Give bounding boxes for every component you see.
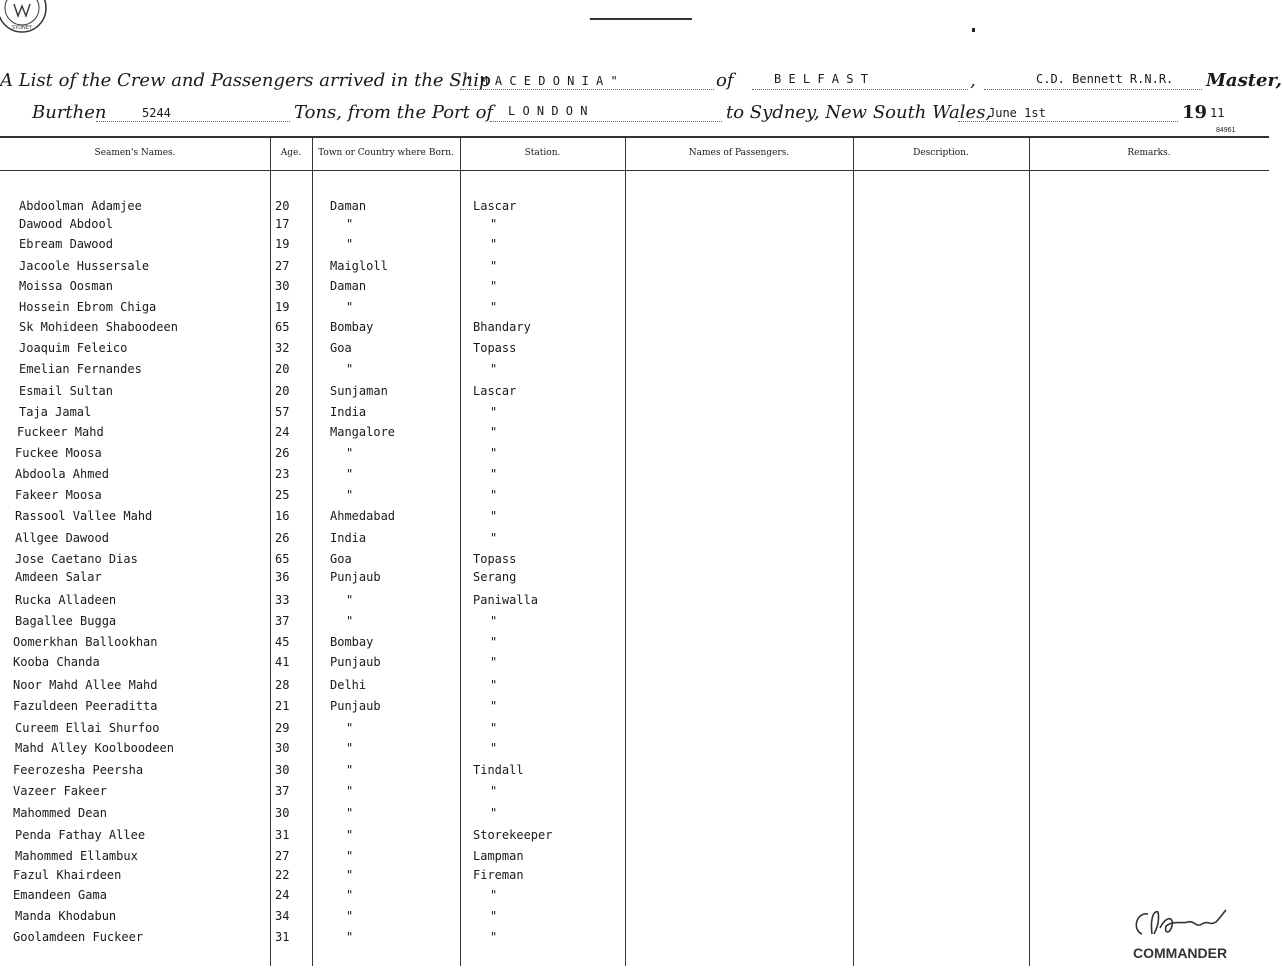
crew-birthplace: Bombay — [330, 635, 374, 649]
crew-station: Serang — [473, 570, 517, 584]
crew-age: 24 — [275, 425, 290, 439]
crew-station: " — [490, 425, 498, 439]
crew-station: " — [490, 217, 498, 231]
crew-station: " — [490, 655, 498, 669]
crew-name: Hossein Ebrom Chiga — [19, 300, 157, 314]
crew-age: 33 — [275, 593, 290, 607]
crew-age: 31 — [275, 828, 290, 842]
crew-station: " — [490, 741, 498, 755]
crew-station: " — [490, 362, 498, 376]
crew-birthplace: " — [346, 763, 354, 777]
crew-age: 28 — [275, 678, 290, 692]
col-head-description: Description. — [913, 148, 969, 158]
crew-birthplace: " — [346, 741, 354, 755]
crew-age: 23 — [275, 467, 290, 481]
crew-birthplace: " — [346, 849, 354, 863]
crew-birthplace: " — [346, 467, 354, 481]
col-divider-6 — [1029, 136, 1030, 966]
crew-name: Goolamdeen Fuckeer — [13, 930, 144, 944]
crew-station: " — [490, 635, 498, 649]
crew-station: Tindall — [473, 763, 524, 777]
crew-birthplace: Mangalore — [330, 425, 396, 439]
crew-birthplace: " — [346, 593, 354, 607]
crew-birthplace: Punjaub — [330, 699, 381, 713]
col-divider-5 — [853, 136, 854, 966]
comma: , — [970, 70, 976, 91]
col-divider-3 — [460, 136, 461, 966]
ink-dot — [972, 28, 975, 32]
form-number: 84961 — [1216, 127, 1236, 134]
crew-name: Fakeer Moosa — [15, 488, 102, 502]
crew-station: " — [490, 614, 498, 628]
crew-age: 30 — [275, 279, 290, 293]
crew-birthplace: " — [346, 237, 354, 251]
crew-station: " — [490, 784, 498, 798]
crew-station: " — [490, 531, 498, 545]
crew-name: Fazul Khairdeen — [13, 868, 122, 882]
crew-name: Kooba Chanda — [13, 655, 100, 669]
crew-birthplace: " — [346, 488, 354, 502]
burthen-value: 5244 — [142, 106, 171, 120]
col-head-age: Age. — [280, 148, 302, 158]
crew-age: 32 — [275, 341, 290, 355]
col-head-passengers: Names of Passengers. — [688, 148, 790, 158]
crew-birthplace: " — [346, 909, 354, 923]
crew-station: " — [490, 909, 498, 923]
crew-age: 19 — [275, 300, 290, 314]
crew-station: " — [490, 699, 498, 713]
crew-birthplace: " — [346, 300, 354, 314]
crew-name: Sk Mohideen Shaboodeen — [19, 320, 178, 334]
crew-age: 30 — [275, 741, 290, 755]
crew-birthplace: Goa — [330, 341, 352, 355]
table-top-rule — [0, 136, 1269, 138]
crew-station: Storekeeper — [473, 828, 553, 842]
home-port: B E L F A S T — [774, 72, 868, 86]
crew-name: Abdoola Ahmed — [15, 467, 109, 481]
commander-stamp: COMMANDER — [1133, 945, 1228, 961]
col-head-born: Town or Country where Born. — [318, 148, 454, 158]
crew-station: " — [490, 721, 498, 735]
crew-age: 34 — [275, 909, 290, 923]
crew-station: " — [490, 237, 498, 251]
crew-name: Mahd Alley Koolboodeen — [15, 741, 174, 755]
crew-birthplace: Punjaub — [330, 655, 381, 669]
crew-name: Rucka Alladeen — [15, 593, 117, 607]
crew-birthplace: " — [346, 806, 354, 820]
crew-birthplace: " — [346, 868, 354, 882]
crew-station: " — [490, 405, 498, 419]
crew-birthplace: Maigloll — [330, 259, 388, 273]
top-rule — [590, 18, 692, 20]
crew-station: " — [490, 930, 498, 944]
crew-age: 41 — [275, 655, 290, 669]
crew-name: Fuckee Moosa — [15, 446, 102, 460]
crew-name: Abdoolman Adamjee — [19, 199, 142, 213]
crew-name: Emandeen Gama — [13, 888, 107, 902]
port-dots — [490, 121, 722, 122]
crew-birthplace: Punjaub — [330, 570, 381, 584]
master-signature-icon — [1130, 904, 1240, 948]
crew-name: Mahommed Ellambux — [15, 849, 138, 863]
crew-birthplace: Daman — [330, 279, 367, 293]
crew-name: Manda Khodabun — [15, 909, 117, 923]
heading-intro: A List of the Crew and Passengers arrived in the Ship — [0, 70, 491, 91]
seal-text: SYDNEY — [11, 25, 33, 31]
col-divider-2 — [312, 136, 313, 966]
crew-station: Fireman — [473, 868, 524, 882]
crew-age: 20 — [275, 362, 290, 376]
crew-age: 29 — [275, 721, 290, 735]
crew-birthplace: " — [346, 828, 354, 842]
crew-name: Moissa Oosman — [19, 279, 113, 293]
crew-station: Paniwalla — [473, 593, 539, 607]
crew-station: Lampman — [473, 849, 524, 863]
crew-birthplace: " — [346, 721, 354, 735]
of-label: of — [716, 70, 734, 91]
crew-age: 27 — [275, 259, 290, 273]
crew-name: Cureem Ellai Shurfoo — [15, 721, 160, 735]
crew-name: Amdeen Salar — [15, 570, 102, 584]
crew-station: " — [490, 467, 498, 481]
crew-name: Ebream Dawood — [19, 237, 113, 251]
crew-name: Esmail Sultan — [19, 384, 113, 398]
col-divider-1 — [270, 136, 271, 966]
ship-name: " M A C E D O N I A " — [466, 74, 618, 88]
crew-station: " — [490, 509, 498, 523]
crew-name: Emelian Fernandes — [19, 362, 142, 376]
col-head-names: Seamen's Names. — [94, 148, 176, 158]
port-from: L O N D O N — [508, 104, 588, 118]
crew-age: 57 — [275, 405, 290, 419]
crew-station: " — [490, 678, 498, 692]
crew-name: Fazuldeen Peeraditta — [13, 699, 158, 713]
crew-age: 17 — [275, 217, 290, 231]
burthen-label: Burthen — [32, 102, 107, 123]
crew-birthplace: " — [346, 888, 354, 902]
crew-birthplace: " — [346, 362, 354, 376]
crew-age: 30 — [275, 806, 290, 820]
crew-age: 65 — [275, 320, 290, 334]
crew-birthplace: " — [346, 784, 354, 798]
crew-station: " — [490, 259, 498, 273]
crew-age: 22 — [275, 868, 290, 882]
crew-birthplace: Sunjaman — [330, 384, 388, 398]
master-name: C.D. Bennett R.N.R. — [1036, 72, 1174, 86]
crew-station: Topass — [473, 341, 517, 355]
crew-station: " — [490, 446, 498, 460]
crew-name: Joaquim Feleico — [19, 341, 128, 355]
crew-age: 27 — [275, 849, 290, 863]
crew-station: Bhandary — [473, 320, 531, 334]
crew-birthplace: " — [346, 217, 354, 231]
crew-age: 26 — [275, 531, 290, 545]
crew-age: 36 — [275, 570, 290, 584]
header-bottom-rule — [0, 170, 1269, 171]
customs-seal-icon — [0, 0, 44, 34]
crew-name: Penda Fathay Allee — [15, 828, 146, 842]
crew-age: 30 — [275, 763, 290, 777]
crew-age: 45 — [275, 635, 290, 649]
crew-station: " — [490, 279, 498, 293]
crew-name: Rassool Vallee Mahd — [15, 509, 153, 523]
tons-label: Tons, from the Port of — [294, 102, 494, 123]
col-head-station: Station. — [524, 148, 561, 158]
crew-birthplace: India — [330, 405, 367, 419]
crew-station: " — [490, 888, 498, 902]
crew-name: Allgee Dawood — [15, 531, 109, 545]
crew-age: 37 — [275, 614, 290, 628]
crew-age: 16 — [275, 509, 290, 523]
crew-birthplace: Delhi — [330, 678, 367, 692]
crew-birthplace: " — [346, 614, 354, 628]
crew-name: Oomerkhan Ballookhan — [13, 635, 158, 649]
crew-name: Jose Caetano Dias — [15, 552, 138, 566]
crew-age: 31 — [275, 930, 290, 944]
master-dots — [984, 89, 1202, 90]
crew-age: 65 — [275, 552, 290, 566]
master-label: Master, — [1206, 70, 1282, 91]
voyage-date: June 1st — [988, 106, 1046, 120]
home-port-dots — [752, 89, 968, 90]
crew-birthplace: Ahmedabad — [330, 509, 396, 523]
crew-age: 26 — [275, 446, 290, 460]
crew-station: Topass — [473, 552, 517, 566]
col-head-remarks: Remarks. — [1127, 148, 1171, 158]
burthen-dots — [96, 121, 290, 122]
crew-name: Taja Jamal — [19, 405, 92, 419]
ship-dots — [460, 89, 714, 90]
crew-station: Lascar — [473, 384, 517, 398]
crew-name: Bagallee Bugga — [15, 614, 117, 628]
year-prefix: 19 — [1182, 102, 1208, 123]
crew-age: 25 — [275, 488, 290, 502]
crew-station: Lascar — [473, 199, 517, 213]
crew-age: 19 — [275, 237, 290, 251]
crew-station: " — [490, 806, 498, 820]
year-suffix: 11 — [1210, 106, 1225, 120]
crew-age: 20 — [275, 199, 290, 213]
crew-name: Mahommed Dean — [13, 806, 107, 820]
crew-birthplace: Bombay — [330, 320, 374, 334]
crew-station: " — [490, 300, 498, 314]
crew-birthplace: Goa — [330, 552, 352, 566]
crew-name: Vazeer Fakeer — [13, 784, 107, 798]
crew-age: 24 — [275, 888, 290, 902]
crew-birthplace: Daman — [330, 199, 367, 213]
date-dots — [958, 121, 1178, 122]
crew-age: 37 — [275, 784, 290, 798]
crew-name: Jacoole Hussersale — [19, 259, 150, 273]
crew-birthplace: " — [346, 930, 354, 944]
crew-age: 20 — [275, 384, 290, 398]
to-label: to Sydney, New South Wales, — [726, 102, 992, 123]
crew-station: " — [490, 488, 498, 502]
crew-name: Fuckeer Mahd — [17, 425, 104, 439]
crew-birthplace: " — [346, 446, 354, 460]
crew-birthplace: India — [330, 531, 367, 545]
crew-age: 21 — [275, 699, 290, 713]
crew-name: Dawood Abdool — [19, 217, 113, 231]
col-divider-4 — [625, 136, 626, 966]
crew-name: Feerozesha Peersha — [13, 763, 144, 777]
crew-name: Noor Mahd Allee Mahd — [13, 678, 158, 692]
